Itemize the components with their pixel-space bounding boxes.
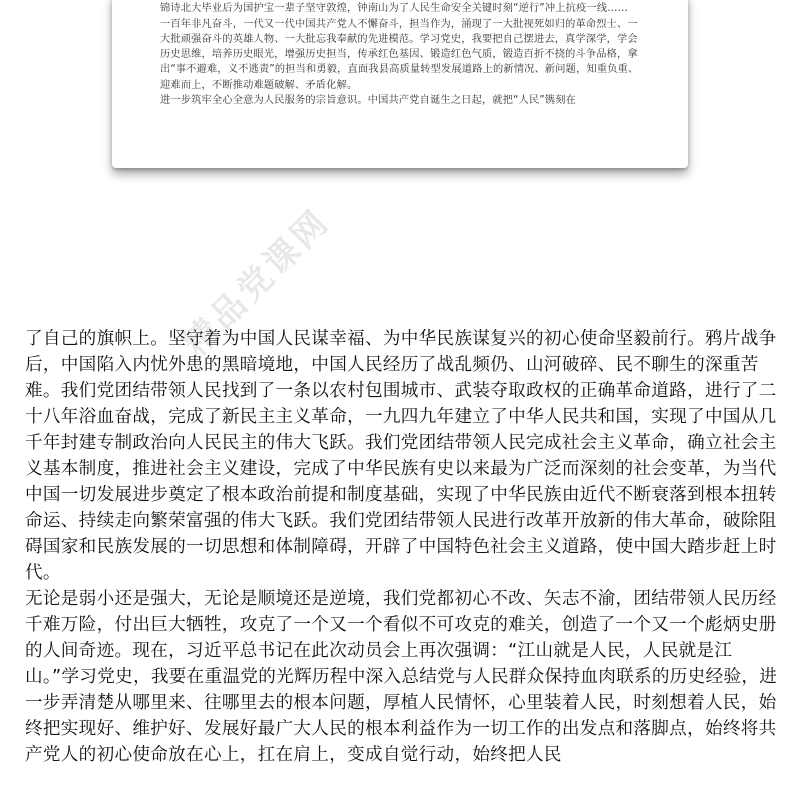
preview-partial-line: 锦诗北大毕业后为国护宝一辈子坚守敦煌，钟南山为了人民生命安全关键时刻“逆行”冲上抗疫一线…… — [160, 3, 629, 15]
preview-text — [160, 0, 644, 108]
document-body — [25, 326, 781, 768]
preview-paragraph-2: 进一步筑牢全心全意为人民服务的宗旨意识。中国共产党自诞生之日起，就把“人民”镌刻在 — [160, 95, 577, 107]
body-paragraph-2: 无论是弱小还是强大，无论是顺境还是逆境，我们党都初心不改、矢志不渝，团结带领人民历经千难万险，付出巨大牺牲，攻克了一个又一个看似不可攻克的难关，创造了一个又一个彪炳史册的人间奇迹。现在，习近平总书记在此次动员会上再次强调：“江山就是人民，人民就是江山。”学习党史，我要在重温党的光辉历程中深入总结党与人民群众保持血肉联系的历史经验，进一步弄清楚从哪里来、往哪里去的根本问题，厚植人民情怀，心里装着人民，时刻想着人民，始终把实现好、维护好、发展好最广大人民的根本利益作为一切工作的出发点和落脚点，始终将共产党人的初心使命放在心上，扛在肩上，变成自觉行动，始终把人民 — [25, 589, 778, 765]
body-paragraph-1: 了自己的旗帜上。坚守着为中国人民谋幸福、为中华民族谋复兴的初心使命坚毅前行。鸦片战争后，中国陷入内忧外患的黑暗境地，中国人民经历了战乱频仍、山河破碎、民不聊生的深重苦难。我们党团结带领人民找到了一条以农村包围城市、武装夺取政权的正确革命道路，进行了二十八年浴血奋战，完成了新民主主义革命，一九四九年建立了中华人民共和国，实现了中国从几千年封建专制政治向人民民主的伟大飞跃。我们党团结带领人民完成社会主义革命，确立社会主义基本制度，推进社会主义建设，完成了中华民族有史以来最为广泛而深刻的社会变革，为当代中国一切发展进步奠定了根本政治前提和制度基础，实现了中华民族由近代不断衰落到根本扭转命运、持续走向繁荣富强的伟大飞跃。我们党团结带领人民进行改革开放新的伟大革命，破除阻碍国家和民族发展的一切思想和体制障碍，开辟了中国特色社会主义道路，使中国大踏步赶上时代。 — [25, 329, 777, 583]
preview-paragraph-1: 一百年非凡奋斗，一代又一代中国共产党人不懈奋斗，担当作为，涌现了一大批视死如归的革命烈士、一大批顽强奋斗的英雄人物、一大批忘我奉献的先进模范。学习党史，我要把自己摆进去，真学深学，学会历史思维，培养历史眼光，增强历史担当，传承红色基因、锻造红色气质，锻造百折不挠的斗争品格，拿出“事不避难，义不逃责”的担当和勇毅，直面我县高质量转型发展道路上的新情况、新问题，知重负重、迎难而上，不断推动难题破解、矛盾化解。 — [160, 18, 639, 91]
document-preview-card — [112, 0, 688, 168]
